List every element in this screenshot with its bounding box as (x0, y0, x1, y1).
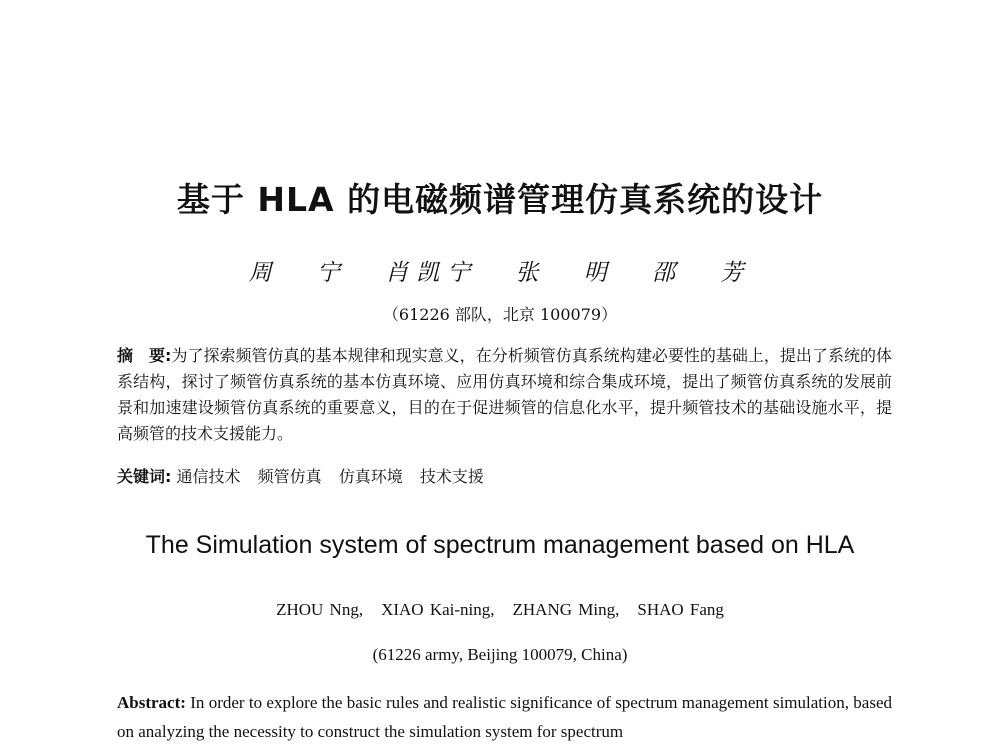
chinese-keywords-label: 关键词: (117, 467, 172, 486)
chinese-author-2: 肖凯宁 (385, 260, 479, 286)
chinese-abstract-label: 摘 要: (117, 346, 172, 365)
chinese-author-4: 邵 芳 (652, 260, 752, 286)
english-affiliation: (61226 army, Beijing 100079, China) (372, 645, 628, 664)
chinese-keyword-1: 通信技术 (176, 467, 241, 486)
english-abstract-label: Abstract: (117, 693, 186, 712)
english-author-1: ZHOU Nng, (276, 600, 364, 619)
english-author-4: SHAO Fang (637, 600, 724, 619)
english-abstract-text: In order to explore the basic rules and realistic significance of spectrum management simulation, based on analyzing the necessity to construct the simulation system for spectrum (117, 693, 893, 741)
english-authors (0, 600, 1000, 620)
chinese-affiliation: （61226 部队，北京 100079） (382, 305, 618, 324)
english-author-2: XIAO Kai-ning, (381, 600, 495, 619)
english-author-3: ZHANG Ming, (512, 600, 620, 619)
chinese-author-3: 张 明 (515, 260, 615, 286)
english-title: The Simulation system of spectrum management based on HLA (145, 531, 855, 559)
chinese-keyword-2: 频管仿真 (257, 467, 322, 486)
chinese-abstract-text: 为了探索频管仿真的基本规律和现实意义，在分析频管仿真系统构建必要性的基础上，提出了系统的体系结构，探讨了频管仿真系统的基本仿真环境、应用仿真环境和综合集成环境，提出了频管仿真系统的发展前景和加速建设频管仿真系统的重要意义，目的在于促进频管的信息化水平，提升频管技术的基础设施水平，提高频管的技术支援能力。 (117, 346, 892, 443)
chinese-keyword-3: 仿真环境 (338, 467, 403, 486)
english-abstract (117, 688, 892, 746)
chinese-author-1: 周 宁 (248, 260, 348, 286)
chinese-keywords (117, 464, 892, 490)
chinese-abstract (117, 343, 892, 447)
chinese-authors (0, 254, 1000, 287)
chinese-title: 基于 HLA 的电磁频谱管理仿真系统的设计 (176, 180, 824, 219)
chinese-keyword-4: 技术支援 (419, 467, 484, 486)
